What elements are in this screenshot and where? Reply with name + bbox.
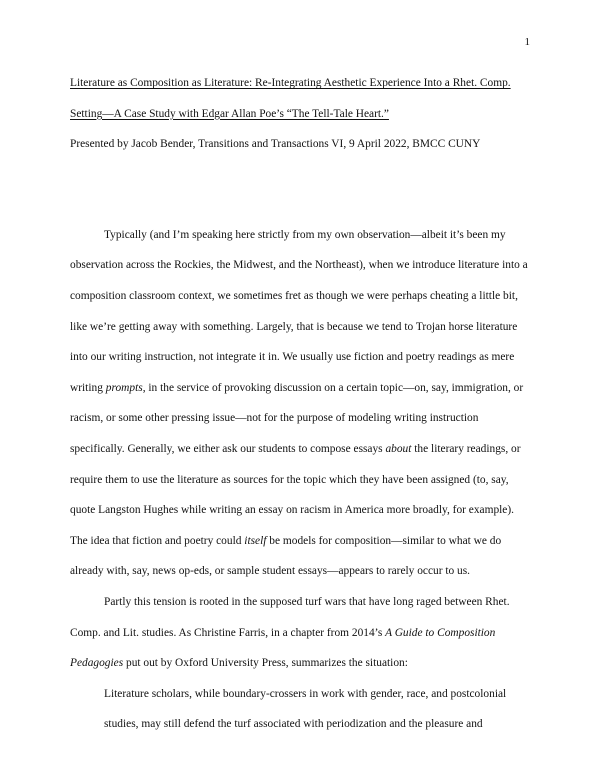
page-number: 1	[524, 36, 530, 48]
paragraph-2	[70, 587, 532, 679]
spacer	[70, 160, 532, 220]
paragraph-2-text-2: put out by Oxford University Press, summarizes the situation:	[123, 657, 408, 670]
paragraph-1-text-1: Typically (and I’m speaking here strictly from my own observation—albeit it’s been my observation across the Rockies, the Midwest, and the Northeast), when we introduce literature into a composition classroom context, we sometimes fret as though we were perhaps cheating a little bit, like we’re getting away with something. Largely, that is because we tend to Trojan horse literature into our writing instruction, not integrate it in. We usually use fiction and poetry readings as mere writing	[70, 228, 528, 394]
paragraph-1-emphasis-3: itself	[244, 534, 267, 547]
paragraph-1	[70, 220, 532, 587]
paragraph-1-text-4: be models for composition—similar to what we do already with, say, news op-eds, or sample student essays—appears to rarely occur to us.	[70, 534, 502, 578]
paragraph-1-text-2: , in the service of provoking discussion on a certain topic—on, say, immigration, or racism, or some other pressing issue—not for the purpose of modeling writing instruction specifically. Generally, we either ask our students to compose essays	[70, 381, 524, 455]
paragraph-1-text-3: the literary readings, or require them to use the literature as sources for the topic which they have been assigned (to, say, quote Langston Hughes while writing an essay on racism in America more broadly, for example). The idea that fiction and poetry could	[70, 442, 521, 547]
block-quote: Literature scholars, while boundary-crossers in work with gender, race, and postcolonial studies, may still defend the turf associated with periodization and the pleasure and	[104, 687, 507, 731]
paragraph-2-text-1: Partly this tension is rooted in the supposed turf wars that have long raged between Rhet. Comp. and Lit. studies. As Christine Farris, in a chapter from 2014’s	[70, 595, 510, 639]
document-title: Literature as Composition as Literature: Re-Integrating Aesthetic Experience Into a Rhet. Comp. Setting—A Case Study with Edgar Allan Poe’s “The Tell-Tale Heart.”	[70, 77, 511, 120]
paragraph-2-emphasis-1: A Guide to Composition Pedagogies	[70, 626, 496, 670]
byline: Presented by Jacob Bender, Transitions and Transactions VI, 9 April 2022, BMCC CUNY	[70, 138, 481, 151]
paragraph-1-emphasis-1: prompts	[105, 381, 143, 394]
document-body	[70, 68, 532, 740]
paragraph-1-emphasis-2: about	[385, 442, 412, 455]
